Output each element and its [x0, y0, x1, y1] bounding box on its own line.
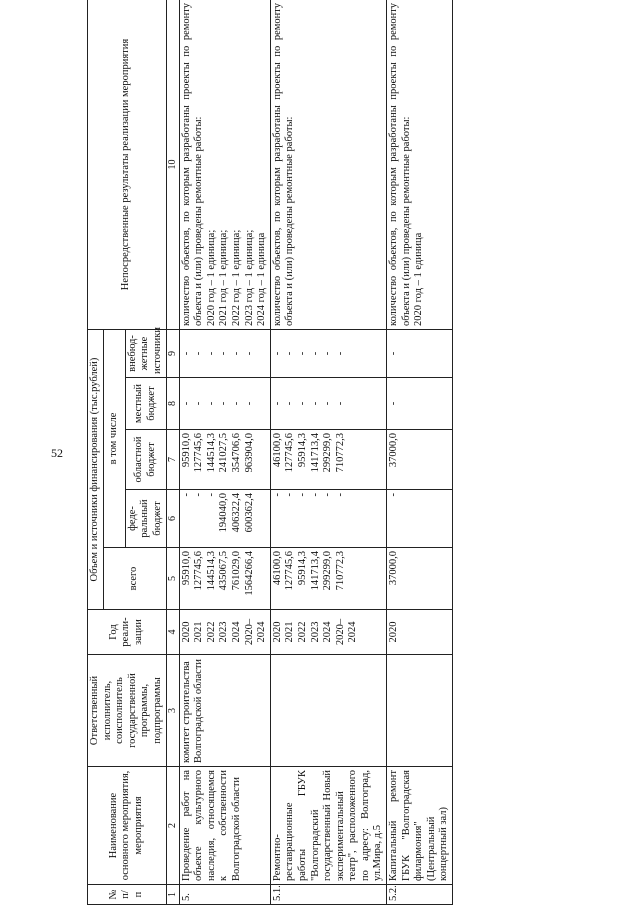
- cell-line: 37000,0: [388, 433, 400, 468]
- cell-line: 46100,0: [271, 551, 283, 586]
- cell-line: -: [180, 351, 192, 356]
- cell-line: -: [309, 351, 321, 356]
- cell-line: 2022: [296, 621, 308, 643]
- cell-line: -: [322, 493, 334, 497]
- row-extrabudget: [270, 330, 386, 378]
- cell-line: -: [388, 351, 400, 356]
- cell-line: количество объектов, по которым разработаны проекты по ремонту объекта и (или) проведены ремонтные работы:: [180, 3, 205, 326]
- row-executor: комитет строительства Волгоградской области: [179, 655, 270, 767]
- row-years: [179, 610, 270, 655]
- column-number: 3: [166, 655, 179, 767]
- cell-line: 95910,0: [180, 433, 192, 468]
- row-total: [270, 548, 386, 610]
- cell-line: 2024: [230, 621, 242, 643]
- cell-line: -: [218, 351, 230, 356]
- column-number: 5: [166, 548, 179, 610]
- cell-line: -: [309, 493, 321, 497]
- row-years: [387, 610, 453, 655]
- cell-line: 127745,6: [284, 433, 296, 473]
- cell-line: 194040,0: [218, 493, 230, 533]
- column-number: 4: [166, 610, 179, 655]
- cell-line: 963904,0: [243, 433, 255, 473]
- column-numbers-row: [166, 0, 179, 905]
- cell-line: 2020 год – 1 единица: [413, 232, 425, 326]
- row-name: Капитальный ремонт ГБУК "Волгоградская филармония" (Центральный концертный зал): [387, 767, 453, 885]
- table-row: [270, 0, 386, 905]
- column-number: 9: [166, 330, 179, 378]
- cell-line: -: [205, 351, 217, 356]
- cell-line: 2023 год – 1 единица;: [243, 229, 255, 326]
- cell-line: 2024 год – 1 единица: [256, 232, 268, 326]
- cell-line: -: [322, 351, 334, 356]
- cell-line: 710772,3: [334, 551, 346, 591]
- cell-line: -: [218, 401, 230, 406]
- cell-line: 37000,0: [388, 551, 400, 586]
- cell-line: количество объектов, по которым разработаны проекты по ремонту объекта и (или) проведены ремонтные работы:: [388, 3, 412, 326]
- cell-line: 2020: [180, 621, 192, 643]
- cell-line: 241027,5: [218, 433, 230, 473]
- row-federal: [179, 490, 270, 548]
- column-number: 6: [166, 490, 179, 548]
- cell-line: 2023: [218, 621, 230, 643]
- cell-line: -: [193, 351, 205, 356]
- row-result: [270, 0, 386, 330]
- cell-line: 2021: [193, 621, 205, 643]
- header-extrabudget: внебюд-жетные источники: [125, 330, 166, 378]
- cell-line: 144514,3: [205, 433, 217, 473]
- row-name: Проведение работ на объекте культурного наследия, относящемся к собственности Волгоградской области: [179, 767, 270, 885]
- column-number: 10: [166, 0, 179, 330]
- cell-line: 1564266,4: [243, 551, 255, 596]
- header-num: № п/п: [88, 885, 167, 905]
- cell-line: 2020: [271, 621, 283, 643]
- cell-line: -: [284, 401, 296, 406]
- row-result: [179, 0, 270, 330]
- cell-line: 95914,3: [296, 433, 308, 468]
- cell-line: 2020 год – 1 единица;: [205, 229, 217, 326]
- cell-line: 95910,0: [180, 551, 192, 586]
- cell-line: 299299,0: [322, 551, 334, 591]
- cell-line: 600362,4: [243, 493, 255, 533]
- cell-line: -: [388, 401, 400, 406]
- row-executor: [387, 655, 453, 767]
- cell-line: 435067,5: [218, 551, 230, 591]
- cell-line: -: [334, 401, 346, 406]
- column-number: 8: [166, 378, 179, 430]
- cell-line: 141713,4: [309, 551, 321, 591]
- cell-line: 2024: [322, 621, 334, 643]
- header-including: в том числе: [103, 330, 125, 548]
- cell-line: -: [243, 401, 255, 406]
- header-regional: областной бюджет: [125, 430, 166, 490]
- row-name: Ремонтно-реставрационные работы ГБУК "Волгоградский государственный Новый экспериментальный театр", расположенного по адресу: Волгоград, ул.Мира, д.5: [270, 767, 386, 885]
- cell-line: 2023: [309, 621, 321, 643]
- column-number: 1: [166, 885, 179, 905]
- column-number: 7: [166, 430, 179, 490]
- cell-line: -: [271, 401, 283, 406]
- cell-line: 354706,6: [230, 433, 242, 473]
- cell-line: -: [193, 493, 205, 497]
- table-row: [387, 0, 453, 905]
- row-local: [270, 378, 386, 430]
- header-financing: Объем и источники финансирования (тыс.рублей): [88, 330, 104, 610]
- header-results: Непосредственные результаты реализации мероприятия: [88, 0, 167, 330]
- row-total: [179, 548, 270, 610]
- row-executor: [270, 655, 386, 767]
- cell-line: -: [309, 401, 321, 406]
- cell-line: 2022: [205, 621, 217, 643]
- cell-line: -: [322, 401, 334, 406]
- cell-line: 2020–2024: [334, 618, 359, 646]
- cell-line: -: [296, 401, 308, 406]
- cell-line: -: [388, 493, 400, 497]
- row-number: 5.2.: [387, 885, 453, 905]
- cell-line: -: [296, 351, 308, 356]
- row-extrabudget: [387, 330, 453, 378]
- cell-line: 299299,0: [322, 433, 334, 473]
- cell-line: 406322,4: [230, 493, 242, 533]
- cell-line: -: [193, 401, 205, 406]
- row-years: [270, 610, 386, 655]
- cell-line: количество объектов, по которым разработаны проекты по ремонту объекта и (или) проведены ремонтные работы:: [271, 3, 296, 326]
- row-federal: [387, 490, 453, 548]
- cell-line: 95914,3: [296, 551, 308, 586]
- cell-line: -: [271, 351, 283, 356]
- cell-line: -: [271, 493, 283, 497]
- column-number: 2: [166, 767, 179, 885]
- cell-line: 761029,0: [230, 551, 242, 591]
- cell-line: 2020: [388, 621, 400, 643]
- cell-line: -: [334, 351, 346, 356]
- row-total: [387, 548, 453, 610]
- cell-line: -: [205, 493, 217, 497]
- row-regional: [270, 430, 386, 490]
- cell-line: 127745,6: [284, 551, 296, 591]
- header-total: всего: [103, 548, 166, 610]
- row-number: 5.1.: [270, 885, 386, 905]
- row-federal: [270, 490, 386, 548]
- cell-line: 46100,0: [271, 433, 283, 468]
- table-body: [179, 0, 452, 905]
- rotated-table-page: [87, 0, 615, 905]
- program-table: [87, 0, 453, 905]
- cell-line: 2021 год – 1 единица;: [218, 229, 230, 326]
- cell-line: 141713,4: [309, 433, 321, 473]
- cell-line: -: [230, 401, 242, 406]
- page-number: 52: [51, 446, 63, 460]
- row-regional: [179, 430, 270, 490]
- row-local: [387, 378, 453, 430]
- cell-line: 2021: [284, 621, 296, 643]
- cell-line: 2022 год – 1 единица;: [230, 229, 242, 326]
- header-local: местный бюджет: [125, 378, 166, 430]
- cell-line: 710772,3: [334, 433, 346, 473]
- header-federal: феде-ральный бюджет: [125, 490, 166, 548]
- cell-line: -: [334, 493, 346, 497]
- cell-line: -: [180, 493, 192, 497]
- row-local: [179, 378, 270, 430]
- cell-line: -: [205, 401, 217, 406]
- row-regional: [387, 430, 453, 490]
- table-row: [179, 0, 270, 905]
- row-extrabudget: [179, 330, 270, 378]
- header-year: Год реали-зации: [88, 610, 167, 655]
- cell-line: 127745,6: [193, 433, 205, 473]
- cell-line: -: [230, 351, 242, 356]
- cell-line: -: [180, 401, 192, 406]
- header-name: Наименование основного мероприятия, мероприятия: [88, 767, 167, 885]
- header-executor: Ответственный исполнитель, соисполнитель государственной программы, подпрограммы: [88, 655, 167, 767]
- cell-line: 127745,6: [193, 551, 205, 591]
- row-number: 5.: [179, 885, 270, 905]
- cell-line: 144514,3: [205, 551, 217, 591]
- cell-line: -: [284, 493, 296, 497]
- row-result: [387, 0, 453, 330]
- cell-line: -: [243, 351, 255, 356]
- cell-line: -: [296, 493, 308, 497]
- cell-line: -: [284, 351, 296, 356]
- cell-line: 2020–2024: [243, 618, 268, 646]
